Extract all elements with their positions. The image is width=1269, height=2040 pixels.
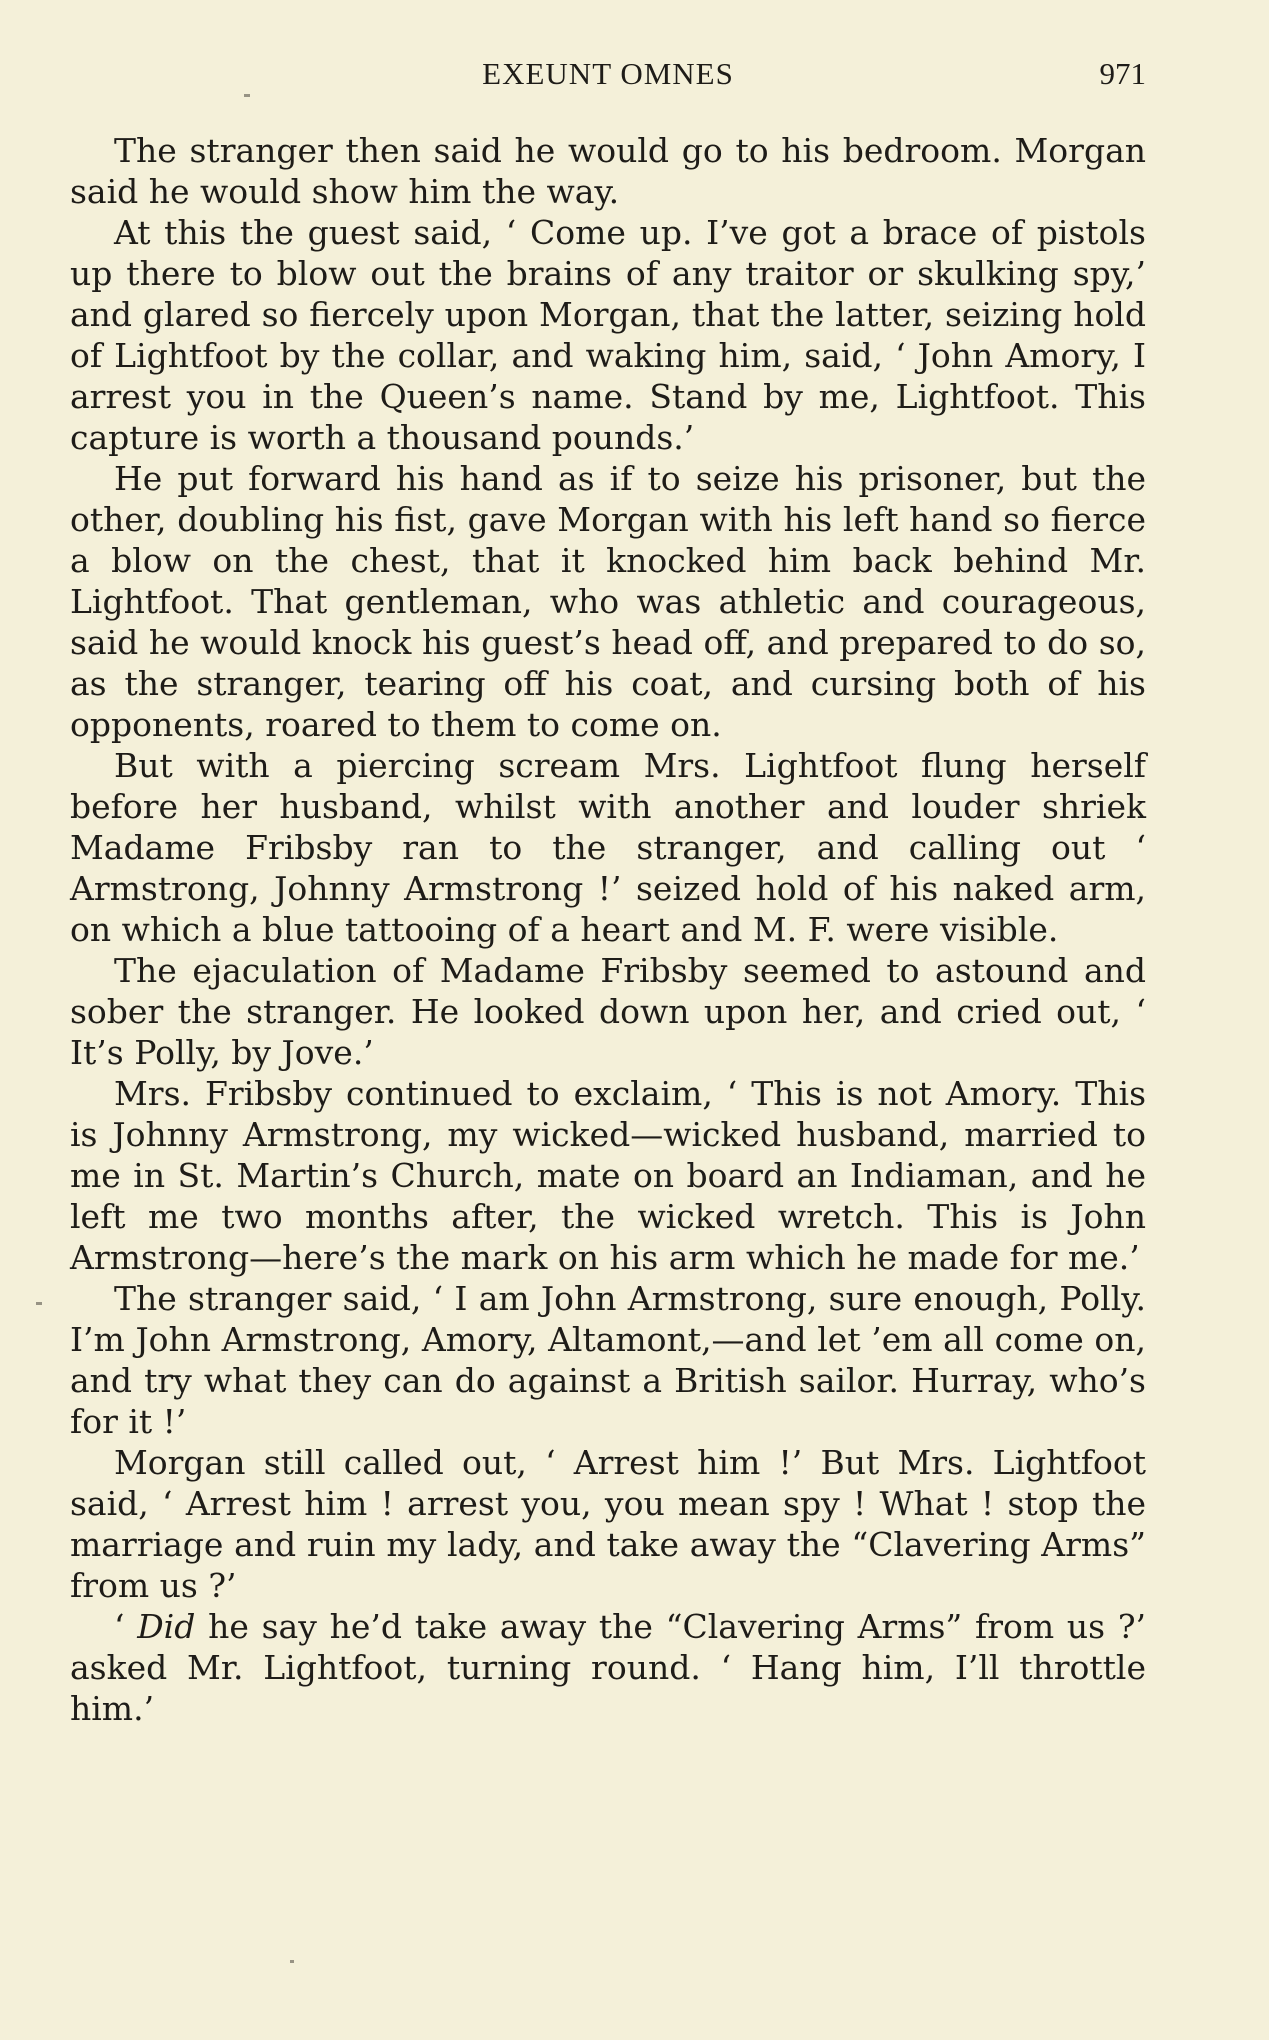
paragraph-rest: he say he’d take away the “Clavering Arms” from us ?’ asked Mr. Lightfoot, turning round. ‘ Hang him, I’ll throttle him.’ <box>70 1607 1146 1728</box>
body-text <box>70 130 1146 1729</box>
paragraph: At this the guest said, ‘ Come up. I’ve got a brace of pistols up there to blow out the brains of any traitor or skulking spy,’ and glared so fiercely upon Morgan, that the latter, seizing hold of Lightfoot by the collar, and waking him, said, ‘ John Amory, I arrest you in the Queen’s name. Stand by me, Lightfoot. This capture is worth a thousand pounds.’ <box>70 213 1146 457</box>
open-quote: ‘ <box>114 1607 138 1646</box>
emphasized-word: Did <box>137 1607 196 1646</box>
running-title: EXEUNT OMNES <box>482 56 734 91</box>
print-speck <box>36 1302 42 1305</box>
paragraph: Morgan still called out, ‘ Arrest him !’ But Mrs. Lightfoot said, ‘ Arrest him ! arrest you, you mean spy ! What ! stop the marriage and ruin my lady, and take away the “Clavering Arms” from us ?’ <box>70 1443 1146 1605</box>
paragraph: But with a piercing scream Mrs. Lightfoot flung herself before her husband, whilst with another and louder shriek Madame Fribsby ran to the stranger, and calling out ‘ Armstrong, Johnny Armstrong !’ seized hold of his naked arm, on which a blue tattooing of a heart and M. F. were visible. <box>70 746 1146 949</box>
paragraph: He put forward his hand as if to seize his prisoner, but the other, doubling his fist, gave Morgan with his left hand so fierce a blow on the chest, that it knocked him back behind Mr. Lightfoot. That gentleman, who was athletic and courageous, said he would knock his guest’s head off, and prepared to do so, as the stranger, tearing off his coat, and cursing both of his opponents, roared to them to come on. <box>70 459 1146 744</box>
page-number: 971 <box>1099 56 1146 91</box>
print-speck <box>290 1960 294 1963</box>
paragraph: The ejaculation of Madame Fribsby seemed to astound and sober the stranger. He looked down upon her, and cried out, ‘ It’s Polly, by Jove.’ <box>70 951 1146 1072</box>
paragraph: Mrs. Fribsby continued to exclaim, ‘ This is not Amory. This is Johnny Armstrong, my wicked—wicked husband, married to me in St. Martin’s Church, mate on board an Indiaman, and he left me two months after, the wicked wretch. This is John Armstrong—here’s the mark on his arm which he made for me.’ <box>70 1074 1146 1277</box>
print-speck <box>244 94 250 97</box>
paragraph-last <box>70 1606 1146 1729</box>
paragraph: The stranger then said he would go to his bedroom. Morgan said he would show him the way. <box>70 131 1146 211</box>
running-head <box>70 52 1146 96</box>
paragraph: The stranger said, ‘ I am John Armstrong, sure enough, Polly. I’m John Armstrong, Amory, Altamont,—and let ’em all come on, and try what they can do against a British sailor. Hurray, who’s for it !’ <box>70 1279 1146 1441</box>
